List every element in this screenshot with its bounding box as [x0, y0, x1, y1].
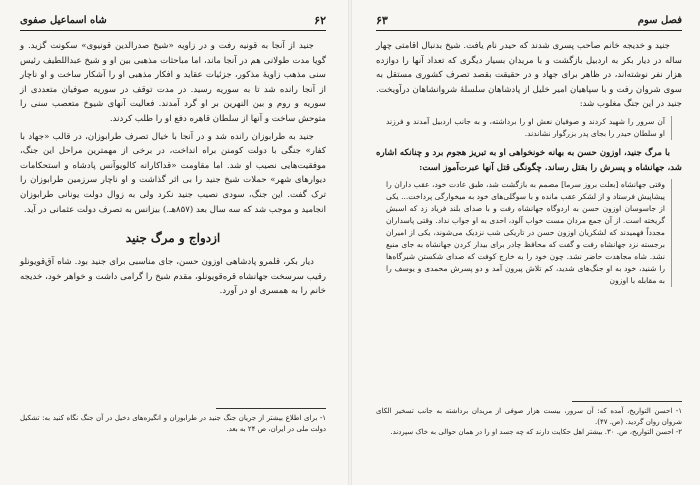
left-footnotes	[20, 400, 326, 434]
right-running-title: فصل سوم	[637, 15, 682, 26]
right-page-number: ۶۳	[376, 14, 388, 27]
left-paragraph-2: جنید به طرابوزان رانده شد و در آنجا با خیال تصرف طرابوزان، در قالب «جهاد با کفار» جنگی با دولت کومنن براه انداخت، در برخی از مهمترین مراحل این جنگ، موفقیت‌هایی نصیب او شد. اما مقاومت «قداکارانه کالویوآنس پادشاه و استحکامات دیوارهای شهر» حملات شیخ جنید را بی اثر گذاشت و او ناچار سرزمین طرابوزان را ترک گفت. این جنگ، سودی نصیب جنید نکرد ولی به زوال دولت یونانی طرابوزان انجامید و موجب شد که سه سال بعد (۸۵۷هـ.) بیزانس به تصرف دولت عثمانی در آید.	[20, 131, 326, 215]
right-page	[350, 0, 700, 485]
left-running-title: شاه اسماعیل صفوی	[20, 15, 107, 26]
quote-2: وقتی جهانشاه [بعلت بروز سرما] مصمم به بازگشت شد، طبق عادت خود، عقب داران را پیشاپیش فرستاد و از لشکر عقب مانده و با سوگلی‌های خود به میخوارگی پرداخت... یکی از جاسوسان اوزون حسن به اردوگاه جهانشاه رفت و با صدای بلند فریاد زد که اسبش گریخته است. از آن جمع مردان مست خواب آلود، احدی به او جواب نداد. وقتی پاسداران مجدداً فهمیدند که لشکریان اوزون حسن در تاریکی شب نزدیک می‌شوند، یکی از امیران برجسته نزد جهانشاه رفت و گفت که محافظ چادر برای بیدار کردن جهانشاه به جای منبع نشد. شاه مجاهدت حاضر نشد. چون خود را به خارج کوفت که صدای شکستن شیرگاه‌ها را شنید، خود به او جنگ‌های شدید، کم تلاش پیرون آمد و دو پسرش محمدی و یوسف را به مقابله با اوزون	[386, 179, 672, 287]
quote-1: آن سرور را شهید کردند و صوفیان نعش او را برداشته، و به جانب اردبیل آمدند و فرزند او سلطان حیدر را بجای پدر بزرگوار نشاندند.	[386, 116, 672, 140]
left-running-head	[20, 14, 326, 31]
left-footnote-rule	[216, 408, 326, 409]
left-footnote-1: ۱- برای اطلاع بیشتر از جریان جنگ جنید در طرابوزان و انگیزه‌های دخیل در آن جنگ نگاه کنید به: تشکیل دولت ملی در ایران، ص ۲۴ به بعد.	[20, 414, 326, 433]
right-paragraph-2: با مرگ جنید، اوزون حسن به بهانه خونخواهی او به تبریز هجوم برد و چنانکه اشاره شد، جهانشاه و پسرش را بقتل رساند. چگونگی قتل آنها عبرت‌آموز است:	[376, 147, 682, 173]
section-title: ازدواج و مرگ جنید	[125, 231, 221, 246]
right-footnote-1: ۱- احسن التواریخ، آمده که: آن سرور، بیست هزار صوفی از مریدان برداشته به جانب تسخیر الکای شروان روان گردید. (ص. ۴۷).	[376, 407, 682, 426]
right-running-head	[376, 14, 682, 31]
left-paragraph-1: جنید از آنجا به قونیه رفت و در زاویه «شیخ صدرالدین قونیوی» سکونت گزید. و گویا مدت طولانی هم در آنجا ماند، اما مباحثات مذهبی بین او و شیخ عبداللطیف رئیس سنی مذهب زاویهٔ مذکور، جزئیات عقاید و افکار مذهبی او را آشکار ساخت و او ناچار از آنجا رانده شد تا به سوریه رسید. در مدت توقف در سوریه صوفیان متعددی از سوریه و روم و بین النهرین بر او گرد آمدند. فعالیت آنهای شیوخ متعصب سنی را متوحش ساخت و آنها از سلطان قاهره دفع او را طلب کردند.	[20, 41, 326, 124]
right-footnote-rule	[572, 401, 682, 402]
right-paragraph-1: جنید و خدیجه خانم صاحب پسری شدند که حیدر نام یافت. شیخ بدنبال اقامتی چهار ساله در دیار بکر به اردبیل بازگشت و با مریدان بسیار دیگری که تعداد آنها را دوازده هزار نفر نوشته‌اند، در ظاهر برای جهاد و در حقیقت بقصد تصرف کشوری مستقل به سوی شروان رفت و با سپاهیان امیر خلیل از پادشاهان سلسلهٔ شروانشاهان درآویخت. جنید در این جنگ مغلوب شد:	[376, 41, 682, 110]
left-page-number: ۶۲	[314, 14, 326, 27]
section-paragraph: دیار بکر، قلمرو پادشاهی اوزون حسن، جای مناسبی برای جنید بود. شاه آق‌قویونلو رقیب سرسخت جهانشاه قره‌قویونلو، مقدم شیخ را گرامی داشت و خواهر خود، خدیجه خانم را به همسری او در آورد.	[20, 257, 326, 297]
right-footnote-2: ۲- احسن التواریخ، ص. ۳۰. بیشتر اهل حکایت دارند که چه جسد او را در همان حوالی به خاک سپردند.	[390, 428, 682, 436]
right-footnotes	[376, 393, 682, 438]
